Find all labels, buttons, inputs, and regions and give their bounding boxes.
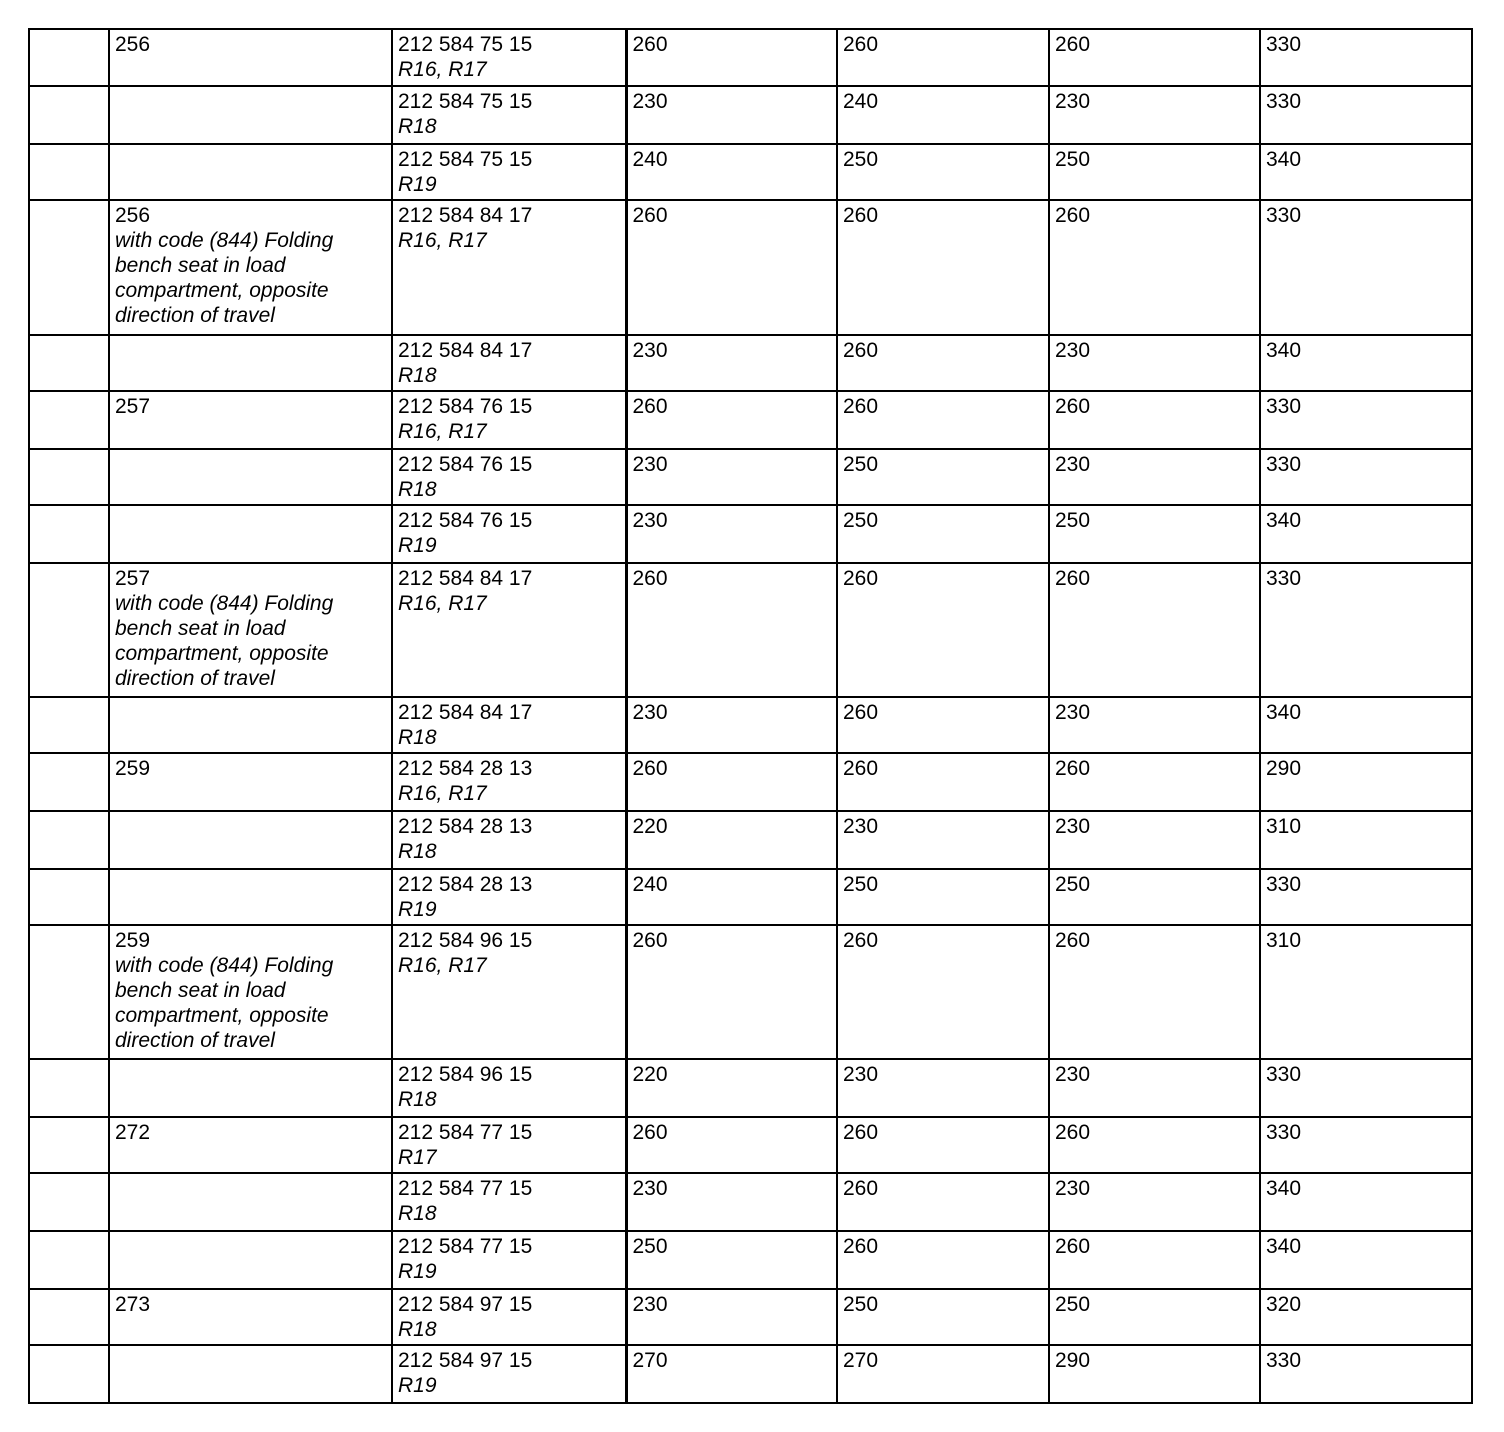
value-cell: 260 [837, 29, 1049, 86]
value-cell: 240 [837, 86, 1049, 144]
value-cell: 230 [1049, 335, 1260, 391]
part-number: 212 584 84 17 [398, 567, 533, 590]
part-number: 212 584 84 17 [398, 701, 533, 724]
empty-cell [29, 925, 109, 1059]
model-cell [109, 563, 392, 697]
value-cell: 290 [1049, 1345, 1260, 1403]
value-cell: 260 [837, 200, 1049, 335]
part-number: 212 584 97 15 [398, 1293, 533, 1316]
model-number: 256 [115, 204, 151, 227]
part-number: 212 584 77 15 [398, 1121, 533, 1144]
value-cell: 310 [1260, 811, 1472, 869]
empty-cell [29, 811, 109, 869]
model-number: 256 [115, 33, 151, 56]
model-cell [109, 1289, 392, 1345]
table-row [29, 144, 1472, 200]
value-cell: 250 [626, 1231, 837, 1289]
value-cell: 260 [626, 391, 837, 449]
empty-cell [29, 1345, 109, 1403]
value-cell: 230 [1049, 1173, 1260, 1231]
value-cell: 260 [626, 925, 837, 1059]
part-cell [392, 29, 626, 86]
variant-note: R16, R17 [398, 954, 487, 977]
part-cell [392, 86, 626, 144]
value-cell: 250 [837, 449, 1049, 505]
value-cell: 260 [626, 563, 837, 697]
table-row [29, 563, 1472, 697]
empty-cell [29, 869, 109, 925]
part-number: 212 584 75 15 [398, 148, 533, 171]
part-cell [392, 811, 626, 869]
value-cell: 230 [626, 1289, 837, 1345]
variant-note: R18 [398, 1088, 437, 1111]
table-row [29, 505, 1472, 563]
value-cell: 230 [1049, 697, 1260, 753]
part-number: 212 584 84 17 [398, 339, 533, 362]
part-number: 212 584 76 15 [398, 509, 533, 532]
model-cell [109, 505, 392, 563]
model-cell [109, 697, 392, 753]
table-row [29, 391, 1472, 449]
model-cell [109, 1117, 392, 1173]
variant-note: R16, R17 [398, 229, 487, 252]
value-cell: 250 [837, 869, 1049, 925]
empty-cell [29, 697, 109, 753]
value-cell: 260 [837, 391, 1049, 449]
value-cell: 260 [626, 29, 837, 86]
value-cell: 250 [837, 144, 1049, 200]
value-cell: 230 [1049, 811, 1260, 869]
model-cell [109, 1231, 392, 1289]
value-cell: 260 [837, 697, 1049, 753]
model-number: 257 [115, 567, 151, 590]
part-number: 212 584 77 15 [398, 1177, 533, 1200]
variant-note: R18 [398, 726, 437, 749]
value-cell: 260 [1049, 200, 1260, 335]
value-cell: 220 [626, 1059, 837, 1117]
value-cell: 250 [1049, 505, 1260, 563]
value-cell: 340 [1260, 505, 1472, 563]
value-cell: 270 [626, 1345, 837, 1403]
value-cell: 260 [1049, 1231, 1260, 1289]
empty-cell [29, 86, 109, 144]
value-cell: 260 [1049, 29, 1260, 86]
model-cell [109, 925, 392, 1059]
value-cell: 340 [1260, 697, 1472, 753]
value-cell: 260 [837, 563, 1049, 697]
part-cell [392, 1059, 626, 1117]
variant-note: R18 [398, 840, 437, 863]
model-number: 272 [115, 1121, 151, 1144]
value-cell: 260 [1049, 1117, 1260, 1173]
table-row [29, 86, 1472, 144]
value-cell: 330 [1260, 1345, 1472, 1403]
value-cell: 250 [1049, 1289, 1260, 1345]
table-row [29, 1173, 1472, 1231]
model-cell [109, 1345, 392, 1403]
empty-cell [29, 1173, 109, 1231]
value-cell: 330 [1260, 86, 1472, 144]
value-cell: 330 [1260, 200, 1472, 335]
part-cell [392, 1345, 626, 1403]
table-row [29, 925, 1472, 1059]
value-cell: 340 [1260, 144, 1472, 200]
model-cell [109, 811, 392, 869]
value-cell: 270 [837, 1345, 1049, 1403]
variant-note: R18 [398, 1202, 437, 1225]
table-row [29, 1117, 1472, 1173]
variant-note: R17 [398, 1146, 437, 1169]
part-number: 212 584 28 13 [398, 757, 533, 780]
empty-cell [29, 505, 109, 563]
variant-note: R19 [398, 173, 437, 196]
model-note: with code (844) Folding bench seat in load compartment, opposite direction of travel [115, 954, 334, 1052]
part-number: 212 584 75 15 [398, 90, 533, 113]
part-cell [392, 1173, 626, 1231]
value-cell: 340 [1260, 335, 1472, 391]
value-cell: 330 [1260, 563, 1472, 697]
value-cell: 290 [1260, 753, 1472, 811]
value-cell: 230 [837, 811, 1049, 869]
table-row [29, 1345, 1472, 1403]
part-cell [392, 335, 626, 391]
model-note: with code (844) Folding bench seat in load compartment, opposite direction of travel [115, 229, 334, 327]
table-row [29, 200, 1472, 335]
value-cell: 230 [626, 335, 837, 391]
value-cell: 330 [1260, 29, 1472, 86]
value-cell: 260 [626, 1117, 837, 1173]
model-cell [109, 753, 392, 811]
part-cell [392, 697, 626, 753]
model-note: with code (844) Folding bench seat in load compartment, opposite direction of travel [115, 592, 334, 690]
variant-note: R18 [398, 364, 437, 387]
value-cell: 230 [626, 505, 837, 563]
variant-note: R16, R17 [398, 420, 487, 443]
table-body [29, 29, 1472, 1403]
variant-note: R16, R17 [398, 592, 487, 615]
model-cell [109, 200, 392, 335]
value-cell: 260 [837, 753, 1049, 811]
value-cell: 260 [837, 925, 1049, 1059]
value-cell: 220 [626, 811, 837, 869]
part-number: 212 584 28 13 [398, 815, 533, 838]
variant-note: R18 [398, 478, 437, 501]
value-cell: 260 [837, 1173, 1049, 1231]
value-cell: 230 [1049, 1059, 1260, 1117]
value-cell: 250 [1049, 869, 1260, 925]
empty-cell [29, 144, 109, 200]
variant-note: R19 [398, 1374, 437, 1397]
empty-cell [29, 449, 109, 505]
value-cell: 320 [1260, 1289, 1472, 1345]
part-number: 212 584 76 15 [398, 453, 533, 476]
variant-note: R16, R17 [398, 58, 487, 81]
part-number: 212 584 77 15 [398, 1235, 533, 1258]
value-cell: 260 [1049, 391, 1260, 449]
variant-note: R19 [398, 898, 437, 921]
value-cell: 330 [1260, 1117, 1472, 1173]
value-cell: 230 [1049, 86, 1260, 144]
empty-cell [29, 563, 109, 697]
empty-cell [29, 200, 109, 335]
empty-cell [29, 1231, 109, 1289]
empty-cell [29, 391, 109, 449]
part-cell [392, 449, 626, 505]
table-row [29, 335, 1472, 391]
value-cell: 330 [1260, 1059, 1472, 1117]
part-number: 212 584 96 15 [398, 929, 533, 952]
data-table [28, 28, 1473, 1404]
part-cell [392, 505, 626, 563]
part-number: 212 584 96 15 [398, 1063, 533, 1086]
model-cell [109, 86, 392, 144]
part-cell [392, 1289, 626, 1345]
model-number: 273 [115, 1293, 151, 1316]
part-number: 212 584 84 17 [398, 204, 533, 227]
value-cell: 260 [837, 335, 1049, 391]
part-cell [392, 1117, 626, 1173]
part-cell [392, 869, 626, 925]
variant-note: R16, R17 [398, 782, 487, 805]
variant-note: R18 [398, 1318, 437, 1341]
model-cell [109, 1059, 392, 1117]
model-cell [109, 144, 392, 200]
value-cell: 260 [626, 200, 837, 335]
part-number: 212 584 28 13 [398, 873, 533, 896]
table-row [29, 753, 1472, 811]
part-number: 212 584 75 15 [398, 33, 533, 56]
part-cell [392, 144, 626, 200]
model-cell [109, 29, 392, 86]
part-cell [392, 563, 626, 697]
value-cell: 340 [1260, 1173, 1472, 1231]
variant-note: R19 [398, 1260, 437, 1283]
model-cell [109, 1173, 392, 1231]
part-cell [392, 391, 626, 449]
value-cell: 340 [1260, 1231, 1472, 1289]
part-cell [392, 753, 626, 811]
value-cell: 250 [837, 505, 1049, 563]
empty-cell [29, 1289, 109, 1345]
empty-cell [29, 1059, 109, 1117]
variant-note: R19 [398, 534, 437, 557]
value-cell: 230 [1049, 449, 1260, 505]
table-row [29, 449, 1472, 505]
table-row [29, 1289, 1472, 1345]
model-cell [109, 335, 392, 391]
value-cell: 250 [837, 1289, 1049, 1345]
table-row [29, 29, 1472, 86]
value-cell: 260 [1049, 925, 1260, 1059]
value-cell: 260 [1049, 563, 1260, 697]
model-number: 257 [115, 395, 151, 418]
part-cell [392, 200, 626, 335]
variant-note: R18 [398, 115, 437, 138]
part-number: 212 584 76 15 [398, 395, 533, 418]
table-row [29, 1059, 1472, 1117]
model-cell [109, 449, 392, 505]
empty-cell [29, 1117, 109, 1173]
model-cell [109, 869, 392, 925]
value-cell: 240 [626, 144, 837, 200]
part-cell [392, 1231, 626, 1289]
value-cell: 230 [626, 1173, 837, 1231]
value-cell: 230 [626, 449, 837, 505]
value-cell: 260 [837, 1117, 1049, 1173]
model-number: 259 [115, 757, 151, 780]
table-row [29, 697, 1472, 753]
value-cell: 330 [1260, 391, 1472, 449]
value-cell: 260 [837, 1231, 1049, 1289]
value-cell: 260 [626, 753, 837, 811]
empty-cell [29, 335, 109, 391]
value-cell: 230 [626, 86, 837, 144]
value-cell: 250 [1049, 144, 1260, 200]
model-cell [109, 391, 392, 449]
value-cell: 230 [626, 697, 837, 753]
table-row [29, 869, 1472, 925]
model-number: 259 [115, 929, 151, 952]
part-cell [392, 925, 626, 1059]
empty-cell [29, 29, 109, 86]
table-row [29, 811, 1472, 869]
empty-cell [29, 753, 109, 811]
table-row [29, 1231, 1472, 1289]
value-cell: 310 [1260, 925, 1472, 1059]
part-number: 212 584 97 15 [398, 1349, 533, 1372]
value-cell: 330 [1260, 869, 1472, 925]
value-cell: 260 [1049, 753, 1260, 811]
value-cell: 230 [837, 1059, 1049, 1117]
value-cell: 240 [626, 869, 837, 925]
value-cell: 330 [1260, 449, 1472, 505]
